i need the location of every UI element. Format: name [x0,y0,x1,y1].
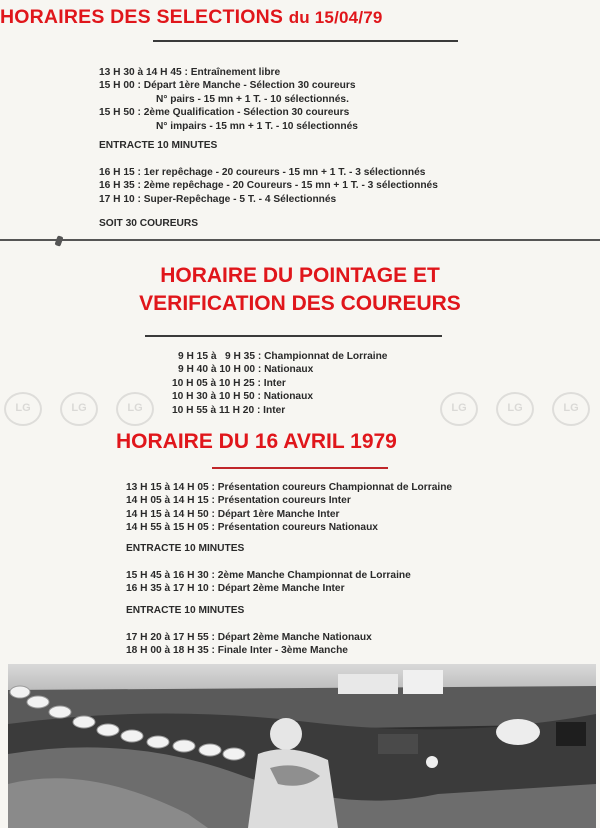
avril-schedule-2 [126,569,411,596]
watermark-logo: LG [440,392,478,426]
schedule-line: 9 H 40 à 10 H 00 : Nationaux [178,364,314,376]
avril-entracte-1: ENTRACTE 10 MINUTES [126,543,245,554]
selections-schedule [99,66,358,133]
avril-entracte-2: ENTRACTE 10 MINUTES [126,605,245,616]
section-divider [0,239,600,241]
schedule-line: 14 H 55 à 15 H 05 : Présentation coureurs Nationaux [126,522,378,534]
watermark-logo: LG [60,392,98,426]
selections-title-date: du 15/04/79 [288,8,383,27]
schedule-line: 10 H 55 à 11 H 20 : Inter [172,404,286,416]
selections-title-main: HORAIRES DES SELECTIONS [0,6,284,28]
schedule-line: 13 H 30 à 14 H 45 : Entraînement libre [99,67,281,78]
schedule-line: 10 H 05 à 10 H 25 : Inter [172,377,286,389]
schedule-line: 14 H 15 à 14 H 50 : Départ 1ère Manche Inter [126,508,340,520]
selections-title [0,6,383,29]
avril-title: HORAIRE DU 16 AVRIL 1979 [116,430,397,453]
schedule-line: 15 H 50 : 2ème Qualification - Sélection 30 coureurs [99,107,350,119]
schedule-line: 17 H 20 à 17 H 55 : Départ 2ème Manche Nationaux [126,632,372,643]
avril-schedule-1 [126,481,452,535]
photo-illustration [8,664,596,828]
schedule-line: 16 H 35 à 17 H 10 : Départ 2ème Manche Inter [126,583,345,595]
watermark-logo: LG [552,392,590,426]
schedule-line: 9 H 15 à 9 H 35 : Championnat de Lorraine [178,351,388,362]
watermark-logo: LG [496,392,534,426]
schedule-line: 15 H 00 : Départ 1ère Manche - Sélection 30 coureurs [99,80,356,92]
schedule-line: 18 H 00 à 18 H 35 : Finale Inter - 3ème Manche [126,645,348,657]
repechage-schedule [99,166,438,206]
schedule-line: 10 H 30 à 10 H 50 : Nationaux [172,391,313,403]
schedule-line: 14 H 05 à 14 H 15 : Présentation coureurs Inter [126,495,351,507]
motocross-photo [8,664,596,828]
schedule-line: 15 H 45 à 16 H 30 : 2ème Manche Championnat de Lorraine [126,570,411,581]
schedule-line: 16 H 15 : 1er repêchage - 20 coureurs - 15 mn + 1 T. - 3 sélectionnés [99,167,426,178]
schedule-line: 13 H 15 à 14 H 05 : Présentation coureurs Championnat de Lorraine [126,482,453,493]
pointage-title-line1: HORAIRE DU POINTAGE ET [160,264,440,287]
selections-total: SOIT 30 COUREURS [99,218,199,229]
schedule-line: N° pairs - 15 mn + 1 T. - 10 sélectionnés. [156,93,349,105]
watermark-logo: LG [4,392,42,426]
watermark-strip [0,392,600,426]
pointage-title-line2: VERIFICATION DES COUREURS [139,292,461,315]
margin-mark [54,235,63,246]
schedule-line: 16 H 35 : 2ème repêchage - 20 Coureurs - 15 mn + 1 T. - 3 sélectionnés [99,180,438,192]
pointage-title [0,262,600,318]
watermark-logo: LG [116,392,154,426]
pointage-rule [145,335,442,337]
schedule-line: 17 H 10 : Super-Repêchage - 5 T. - 4 Sélectionnés [99,193,337,205]
avril-rule [212,467,388,469]
selections-entracte: ENTRACTE 10 MINUTES [99,140,218,151]
selections-rule [153,40,458,42]
avril-schedule-3 [126,631,372,658]
schedule-line: N° impairs - 15 mn + 1 T. - 10 sélectionnés [156,120,358,132]
